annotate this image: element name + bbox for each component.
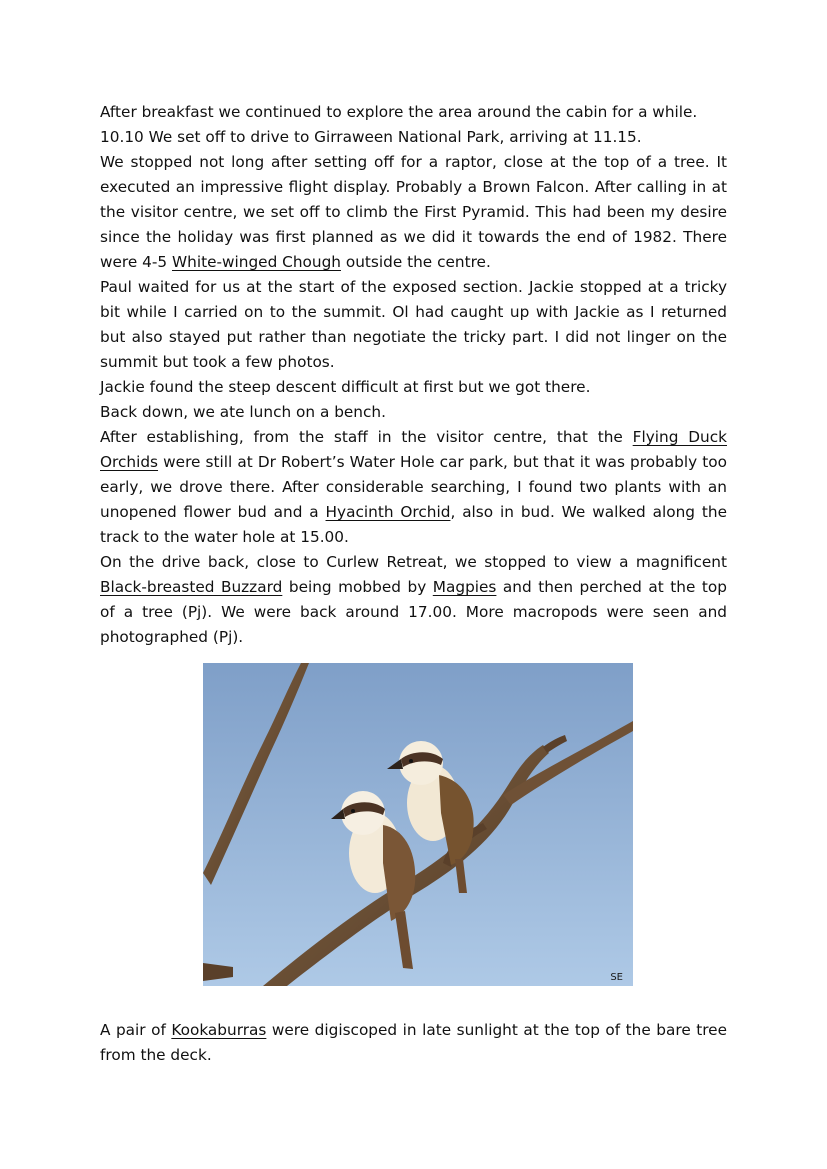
text-segment: Back down, we ate lunch on a bench.: [100, 403, 386, 421]
paragraph: [100, 400, 727, 425]
paragraph: [100, 150, 727, 275]
text-segment: being mobbed by: [282, 578, 433, 596]
diary-text: [100, 100, 727, 650]
text-segment: 10.10 We set off to drive to Girraween National Park, arriving at 11.15.: [100, 128, 642, 146]
paragraph: [100, 425, 727, 550]
species-name: Kookaburras: [171, 1021, 267, 1039]
species-name: Flying Duck Orchids: [100, 428, 727, 471]
text-segment: After establishing, from the staff in the visitor centre, that the: [100, 428, 633, 446]
text-segment: On the drive back, close to Curlew Retreat, we stopped to view a magnificent: [100, 553, 727, 571]
species-name: Black-breasted Buzzard: [100, 578, 283, 596]
kookaburra-photo: [203, 663, 633, 986]
text-segment: outside the centre.: [340, 253, 491, 271]
species-name: Magpies: [432, 578, 497, 596]
paragraph: [100, 125, 727, 150]
text-segment: Paul waited for us at the start of the exposed section. Jackie stopped at a tricky bit while I carried on to the summit. Ol had caught up with Jackie as I returned but also stayed put rather than negotiate the tricky part. I did not linger on the summit but took a few photos.: [100, 278, 727, 371]
paragraph: [100, 375, 727, 400]
photo-caption: [100, 1018, 727, 1068]
paragraph: [100, 550, 727, 650]
text-segment: were digiscoped in late sunlight at the top of the bare tree from the deck.: [100, 1021, 727, 1064]
species-name: Hyacinth Orchid: [325, 503, 451, 521]
text-segment: After breakfast we continued to explore the area around the cabin for a while.: [100, 103, 698, 121]
photo-credit: SE: [610, 972, 623, 983]
text-segment: and then perched at the top of a tree (Pj). We were back around 17.00. More macropods were seen and photographed (Pj).: [100, 578, 727, 646]
kookaburra-illustration: [203, 663, 633, 986]
paragraph: [100, 275, 727, 375]
text-segment: Jackie found the steep descent difficult at first but we got there.: [100, 378, 591, 396]
text-segment: A pair of: [100, 1021, 172, 1039]
text-segment: We stopped not long after setting off for a raptor, close at the top of a tree. It executed an impressive flight display. Probably a Brown Falcon. After calling in at the visitor centre, we set off to climb the First Pyramid. This had been my desire since the holiday was first planned as we did it towards the end of 1982. There were 4-5: [100, 153, 727, 271]
paragraph: [100, 100, 727, 125]
species-name: White-winged Chough: [172, 253, 341, 271]
text-segment: were still at Dr Robert’s Water Hole car park, but that it was probably too early, we drove there. After considerable searching, I found two plants with an unopened flower bud and a: [100, 453, 727, 521]
text-segment: , also in bud. We walked along the track to the water hole at 15.00.: [100, 503, 727, 546]
